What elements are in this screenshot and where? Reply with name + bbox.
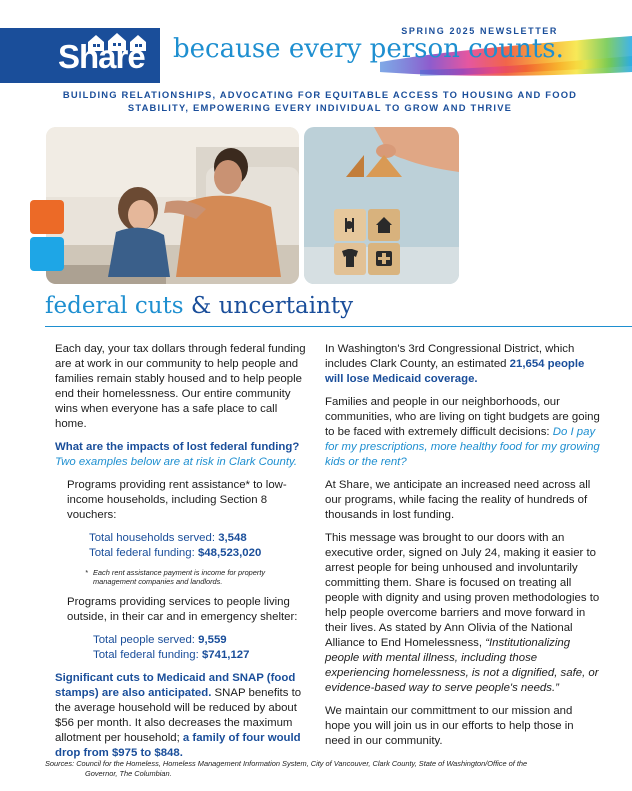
orange-accent-square bbox=[30, 200, 64, 234]
intro-paragraph: Each day, your tax dollars through federal funding are at work in our community to help people and families remain stably housed and to help people end their homelessness. Our entire community wins when everyone has a safe place to call home. bbox=[55, 343, 306, 430]
heading-part2: uncertainty bbox=[218, 293, 354, 319]
rent-funding-label: Total federal funding: bbox=[89, 547, 195, 559]
tagline: because every person counts. bbox=[173, 34, 564, 64]
rent-footnote bbox=[85, 568, 307, 586]
impact-question-block bbox=[55, 440, 307, 470]
blue-accent-square bbox=[30, 237, 64, 271]
families-text: Families and people in our neighborhoods, our communities, who are living on tight budgets are going to be faced with extremely difficult decisions: bbox=[325, 396, 600, 438]
outside-funding-label: Total federal funding: bbox=[93, 649, 199, 661]
sources-line-2: Governor, The Columbian. bbox=[85, 769, 172, 778]
heading-part1: federal cuts bbox=[45, 293, 184, 319]
heading-rule bbox=[45, 326, 632, 327]
families-question: Do I pay for my prescriptions, more healthy food for my growing kids or the rent? bbox=[325, 426, 600, 468]
impact-question-sub: Two examples below are at risk in Clark County. bbox=[55, 456, 298, 468]
hand-stacking-wooden-blocks-photo bbox=[304, 127, 459, 284]
snap-paragraph bbox=[55, 671, 307, 761]
executive-order-paragraph bbox=[325, 531, 600, 696]
sources-note bbox=[45, 759, 605, 779]
families-paragraph bbox=[325, 395, 600, 470]
father-comforting-daughter-photo bbox=[46, 127, 299, 284]
left-column bbox=[55, 342, 307, 769]
rent-stats bbox=[89, 531, 307, 561]
medicaid-paragraph bbox=[325, 342, 600, 387]
footnote-star: * bbox=[85, 568, 88, 577]
snap-text: SNAP benefits to the average household will be reduced by about $56 per month. It also decreases the maximum allotment per household; bbox=[55, 687, 302, 744]
outside-intro: Programs providing services to people living outside, in their car and in emergency shelter: bbox=[67, 596, 298, 623]
outside-people-label: Total people served: bbox=[93, 634, 195, 646]
executive-order-text: This message was brought to our doors with an executive order, signed on July 24, making it easier to arrest people for being unhoused and involuntarily committing them. Share is focused on treating all people with dignity and using proven methodologies to help people overcome barriers and move forward in their lives. As stated by Ann Olivia of the National Alliance to End Homelessness, bbox=[325, 532, 600, 649]
mission-statement: BUILDING RELATIONSHIPS, ADVOCATING FOR EQUITABLE ACCESS TO HOUSING AND FOOD STABILITY, EMPOWERING EVERY INDIVIDUAL TO GROW AND THRIVE bbox=[62, 89, 578, 113]
impact-question: What are the impacts of lost federal funding? bbox=[55, 441, 300, 453]
executive-order-quote: “Institutionalizing people with mental illness, including those experiencing homelessness, is not a dignified, safe, or evidence-based way to serve people's needs.” bbox=[325, 637, 599, 694]
rent-households-label: Total households served: bbox=[89, 532, 216, 544]
sources-line-1: Sources: Council for the Homeless, Homeless Management Information System, City of Vancouver, Clark County, State of Washington/Office of the bbox=[45, 759, 528, 768]
share-need-paragraph: At Share, we anticipate an increased need across all our programs, while facing the reality of hundreds of thousands in lost funding. bbox=[325, 479, 591, 521]
logo-text: Share bbox=[58, 38, 145, 75]
footnote-text: Each rent assistance payment is income for property management companies and landlords. bbox=[93, 568, 266, 586]
outside-funding-value: $741,127 bbox=[201, 649, 250, 661]
snap-bold: Significant cuts to Medicaid and SNAP (food stamps) are also anticipated. bbox=[55, 672, 296, 699]
medicaid-text: In Washington's 3rd Congressional District, which includes Clark County, an estimated bbox=[325, 343, 575, 370]
outside-people-value: 9,559 bbox=[198, 634, 227, 646]
outside-stats bbox=[93, 633, 307, 663]
medicaid-bold: 21,654 people will lose Medicaid coverage. bbox=[325, 358, 585, 385]
snap-bold-2: a family of four would drop from $975 to $848. bbox=[55, 732, 301, 759]
article-heading bbox=[45, 293, 353, 319]
newsletter-label: SPRING 2025 NEWSLETTER bbox=[401, 26, 558, 36]
rent-households-value: 3,548 bbox=[218, 532, 247, 544]
rent-funding-value: $48,523,020 bbox=[197, 547, 262, 559]
rent-intro: Programs providing rent assistance* to low-income households, including Section 8 vouchers: bbox=[67, 479, 287, 521]
heading-amp: & bbox=[190, 293, 212, 319]
right-column bbox=[325, 342, 600, 757]
commitment-paragraph: We maintain our committment to our mission and hope you will join us in our efforts to help those in need in our community. bbox=[325, 705, 574, 747]
